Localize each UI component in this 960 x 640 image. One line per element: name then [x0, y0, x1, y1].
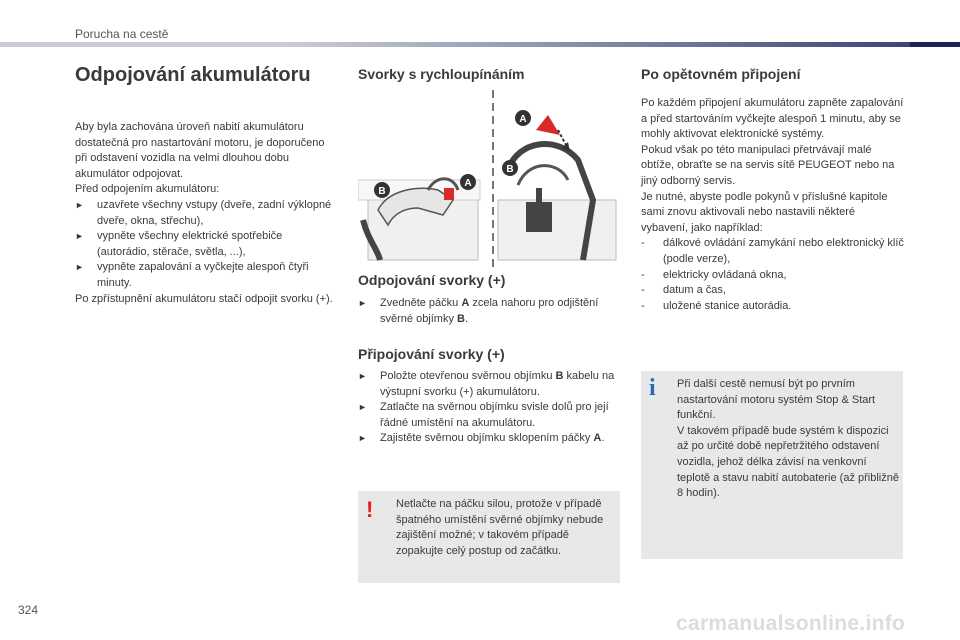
watermark: carmanualsonline.info [676, 612, 906, 635]
connect-body [358, 369, 620, 447]
list-item: ► vypněte všechny elektrické spotřebiče (autorádio, stěrače, světla, ...), [75, 230, 283, 258]
info-note [641, 371, 903, 559]
list-item: ► Zvedněte páčku A zcela nahoru pro odjištění svěrné objímky B. [358, 297, 599, 325]
list-item: - elektricky ovládaná okna, [641, 268, 787, 281]
col3-p1: Po každém připojení akumulátoru zapněte zapalování a před startováním vyčkejte alespoň 1 minutu, aby se mohly aktivovat elektronické systémy. [641, 97, 904, 141]
col1-before: Před odpojením akumulátoru: [75, 183, 220, 196]
list-item: - datum a čas, [641, 284, 726, 297]
section-title-disconnect: Odpojování svorky (+) [358, 272, 506, 288]
col1-outro: Po zpřístupnění akumulátoru stačí odpojit svorku (+). [75, 292, 333, 305]
section-title-after-reconnect: Po opětovném připojení [641, 66, 801, 82]
col3-body [641, 96, 905, 314]
label-b-right: B [506, 164, 514, 175]
section-title-connect: Připojování svorky (+) [358, 346, 505, 362]
list-item: - uložené stanice autorádia. [641, 299, 792, 312]
col3-p2: Pokud však po této manipulaci přetrvávají malé obtíže, obraťte se na servis sítě PEUGEOT nebo na jiný odborný servis. [641, 143, 895, 187]
disconnect-body [358, 296, 620, 327]
list-item: ► Položte otevřenou svěrnou objímku B kabelu na výstupní svorku (+) akumulátoru. [358, 370, 615, 398]
section-title-quick-terminals: Svorky s rychloupínáním [358, 66, 525, 82]
list-item: ► uzavřete všechny vstupy (dveře, zadní výklopné dveře, okna, střechu), [75, 198, 332, 227]
list-item: ► Zajistěte svěrnou objímku sklopením páčky A. [358, 432, 605, 445]
info-text: Při další cestě nemusí být po prvním nastartování motoru systém Stop & Start funkční. V takovém případě bude systém k dispozici až po určité době nepřetržitého odstavení vozidla, jehož délka závisí na venkovní teplotě a stavu nabití autobaterie (až přibližně 8 hodin). [677, 378, 899, 500]
warning-icon: ! [366, 497, 374, 522]
illustration-left [358, 174, 480, 260]
col1-body [75, 120, 337, 307]
label-a: A [464, 178, 472, 189]
label-b: B [378, 186, 386, 197]
info-icon: i [649, 375, 656, 401]
col3-p3: Je nutné, abyste podle pokynů v příslušné kapitole sami znovu aktivovali nebo nastavili některé vybavení, jako například: [641, 190, 888, 234]
page-number: 324 [18, 603, 39, 617]
list-item: ► Zatlačte na svěrnou objímku svisle dolů pro její řádné umístění na akumulátoru. [358, 401, 609, 429]
section-header: Porucha na cestě [75, 27, 169, 41]
battery-terminal-illustration [358, 90, 620, 270]
label-a-right: A [519, 114, 527, 125]
col1-intro: Aby byla zachována úroveň nabití akumulátoru dostatečná pro nastartování motoru, je doporučeno při odstavení vozidla na velmi dlouhou dobu akumulátor odpojovat. [75, 121, 325, 180]
warning-text: Netlačte na páčku silou, protože v případě špatného umístění svěrné objímky nebude zajištění možné; v takovém případě zopakujte celý postup od začátku. [396, 498, 604, 557]
illustration-right [498, 110, 616, 260]
page-title: Odpojování akumulátoru [75, 64, 311, 86]
header-bar [0, 42, 960, 47]
list-item: - dálkové ovládání zamykání nebo elektronický klíč (podle verze), [641, 237, 904, 265]
list-item: ► vypněte zapalování a vyčkejte alespoň čtyři minuty. [75, 261, 309, 289]
warning-note [358, 491, 620, 583]
